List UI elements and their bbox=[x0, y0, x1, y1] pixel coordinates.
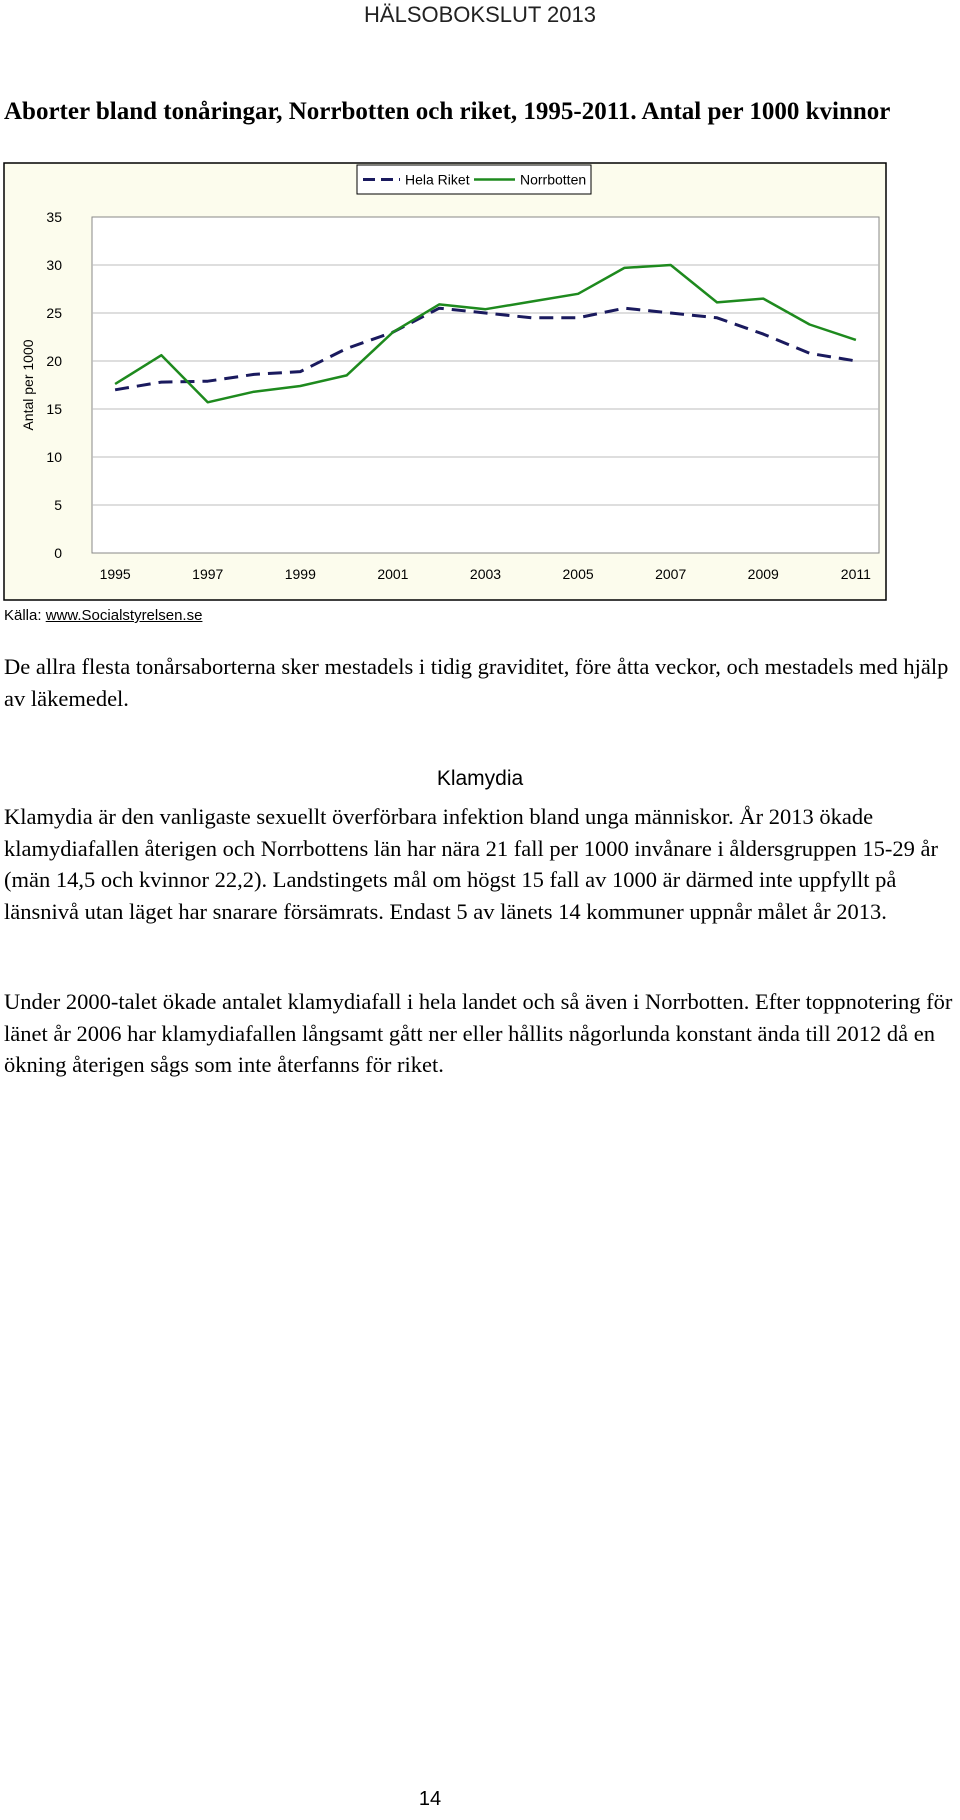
paragraph-klamydia-2: Under 2000-talet ökade antalet klamydiafall i hela landet och så även i Norrbotten. Efter toppnotering för länet år 2006 har klamydiafallen långsamt gått ner eller hållits någorlunda konstant ända till 2012 då en ökning återigen sågs som inte återfanns för riket. bbox=[4, 989, 953, 1077]
x-tick-label-2001: 2001 bbox=[377, 566, 409, 582]
x-tick-label-1995: 1995 bbox=[99, 566, 131, 582]
page-header: HÄLSOBOKSLUT 2013 bbox=[364, 2, 596, 27]
paragraph-klamydia-1: Klamydia är den vanligaste sexuellt överförbara infektion bland unga människor. År 2013 ökade klamydiafallen återigen och Norrbottens län har nära 21 fall per 1000 invånare i åldersgruppen 15-29 år (män 14,5 och kvinnor 22,2). Landstingets mål om högst 15 fall av 1000 är därmed inte uppfyllt på länsnivå utan läget har snarare försämrats. Endast 5 av länets 14 kommuner uppnår målet år 2013. bbox=[4, 804, 939, 924]
y-tick-label-0: 0 bbox=[54, 545, 62, 561]
figure-title: Aborter bland tonåringar, Norrbotten och riket, 1995-2011. Antal per 1000 kvinnor bbox=[4, 98, 891, 125]
legend-label-norrbotten: Norrbotten bbox=[520, 171, 587, 188]
legend bbox=[357, 165, 591, 194]
y-tick-label-35: 35 bbox=[46, 209, 62, 225]
x-tick-label-2009: 2009 bbox=[747, 566, 779, 582]
figure-source bbox=[4, 607, 202, 624]
x-tick-label-2005: 2005 bbox=[562, 566, 594, 582]
y-axis-label: Antal per 1000 bbox=[20, 339, 36, 431]
y-tick-label-5: 5 bbox=[54, 497, 62, 513]
source-link[interactable]: www.Socialstyrelsen.se bbox=[45, 607, 203, 624]
x-tick-label-2011: 2011 bbox=[840, 566, 871, 582]
y-tick-label-30: 30 bbox=[46, 257, 62, 273]
paragraph-abortions: De allra flesta tonårsaborterna sker mestadels i tidig graviditet, före åtta veckor, och mestadels med hjälp av läkemedel. bbox=[4, 654, 949, 711]
plot-area bbox=[92, 217, 879, 553]
y-tick-label-20: 20 bbox=[46, 353, 62, 369]
y-tick-label-10: 10 bbox=[46, 449, 62, 465]
x-tick-label-2003: 2003 bbox=[469, 566, 502, 582]
y-tick-label-15: 15 bbox=[46, 401, 62, 417]
x-tick-label-1999: 1999 bbox=[284, 566, 316, 582]
page-number: 14 bbox=[418, 1788, 442, 1810]
source-prefix: Källa: bbox=[4, 607, 46, 624]
y-tick-label-25: 25 bbox=[46, 305, 62, 321]
section-heading-klamydia: Klamydia bbox=[436, 767, 524, 790]
x-tick-label-2007: 2007 bbox=[655, 566, 687, 582]
legend-label-hela-riket: Hela Riket bbox=[405, 171, 470, 188]
line-chart bbox=[0, 160, 960, 605]
x-tick-label-1997: 1997 bbox=[192, 566, 224, 582]
